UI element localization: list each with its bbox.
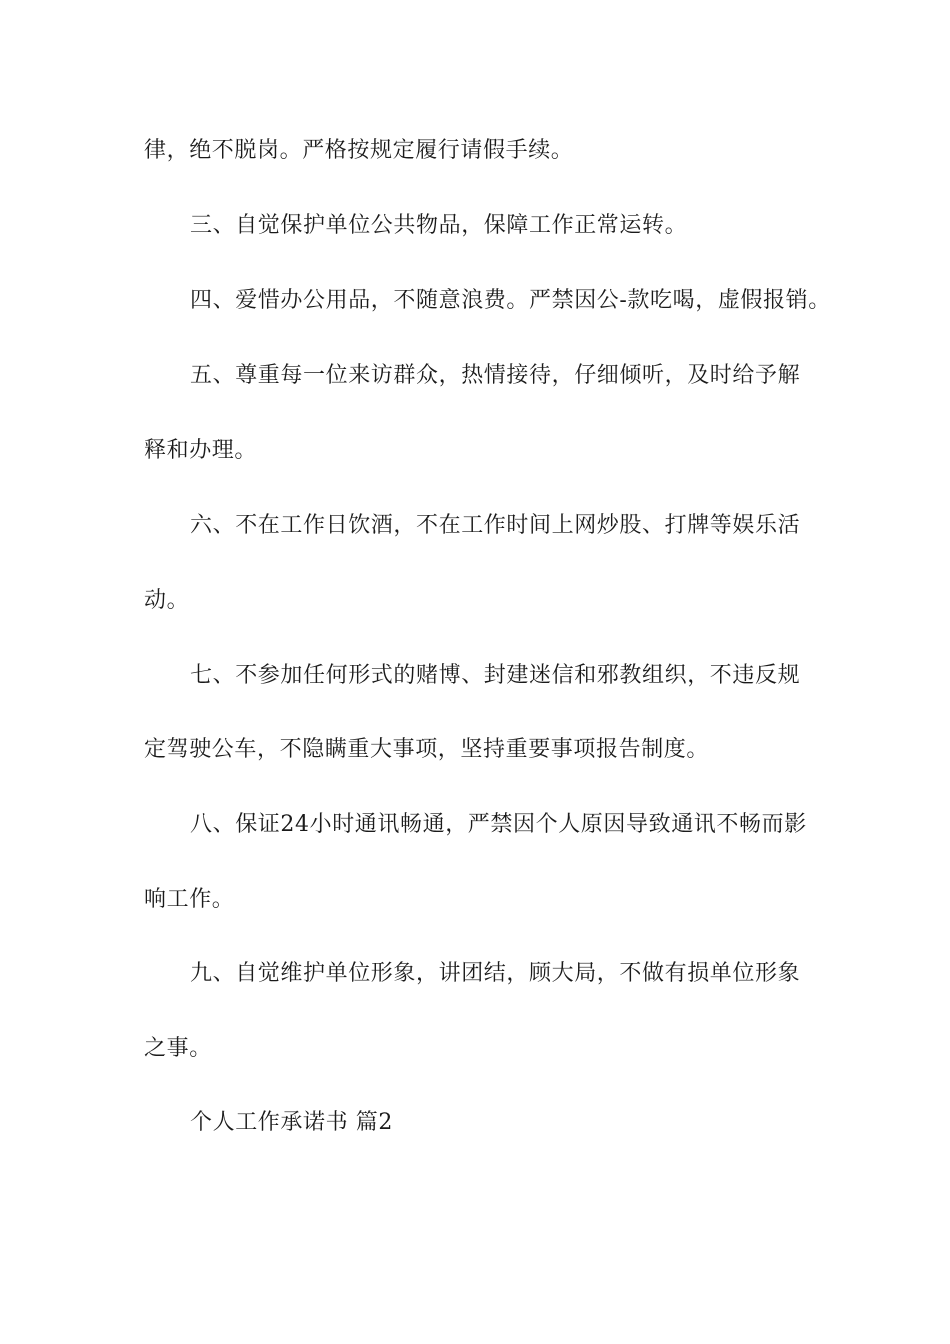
paragraph-line: 三、自觉保护单位公共物品，保障工作正常运转。: [190, 213, 688, 238]
paragraph-line: 响工作。: [144, 887, 235, 912]
paragraph-line: 六、不在工作日饮酒，不在工作时间上网炒股、打牌等娱乐活: [190, 513, 801, 538]
paragraph-line: 八、保证24小时通讯畅通，严禁因个人原因导致通讯不畅而影: [190, 812, 807, 837]
paragraph-line: 七、不参加任何形式的赌博、封建迷信和邪教组织，不违反规: [190, 663, 801, 688]
paragraph-line: 定驾驶公车，不隐瞒重大事项，坚持重要事项报告制度。: [144, 737, 710, 762]
paragraph-line: 释和办理。: [144, 438, 258, 463]
paragraph-line: 四、爱惜办公用品，不随意浪费。严禁因公-款吃喝，虚假报销。: [190, 288, 831, 313]
paragraph-line: 五、尊重每一位来访群众，热情接待，仔细倾听，及时给予解: [190, 363, 801, 388]
paragraph-line: 之事。: [144, 1036, 212, 1061]
paragraph-line: 律，绝不脱岗。严格按规定履行请假手续。: [144, 138, 574, 163]
paragraph-line: 动。: [144, 588, 190, 613]
section-heading: 个人工作承诺书 篇2: [190, 1110, 393, 1135]
paragraph-line: 九、自觉维护单位形象，讲团结，顾大局，不做有损单位形象: [190, 961, 801, 986]
